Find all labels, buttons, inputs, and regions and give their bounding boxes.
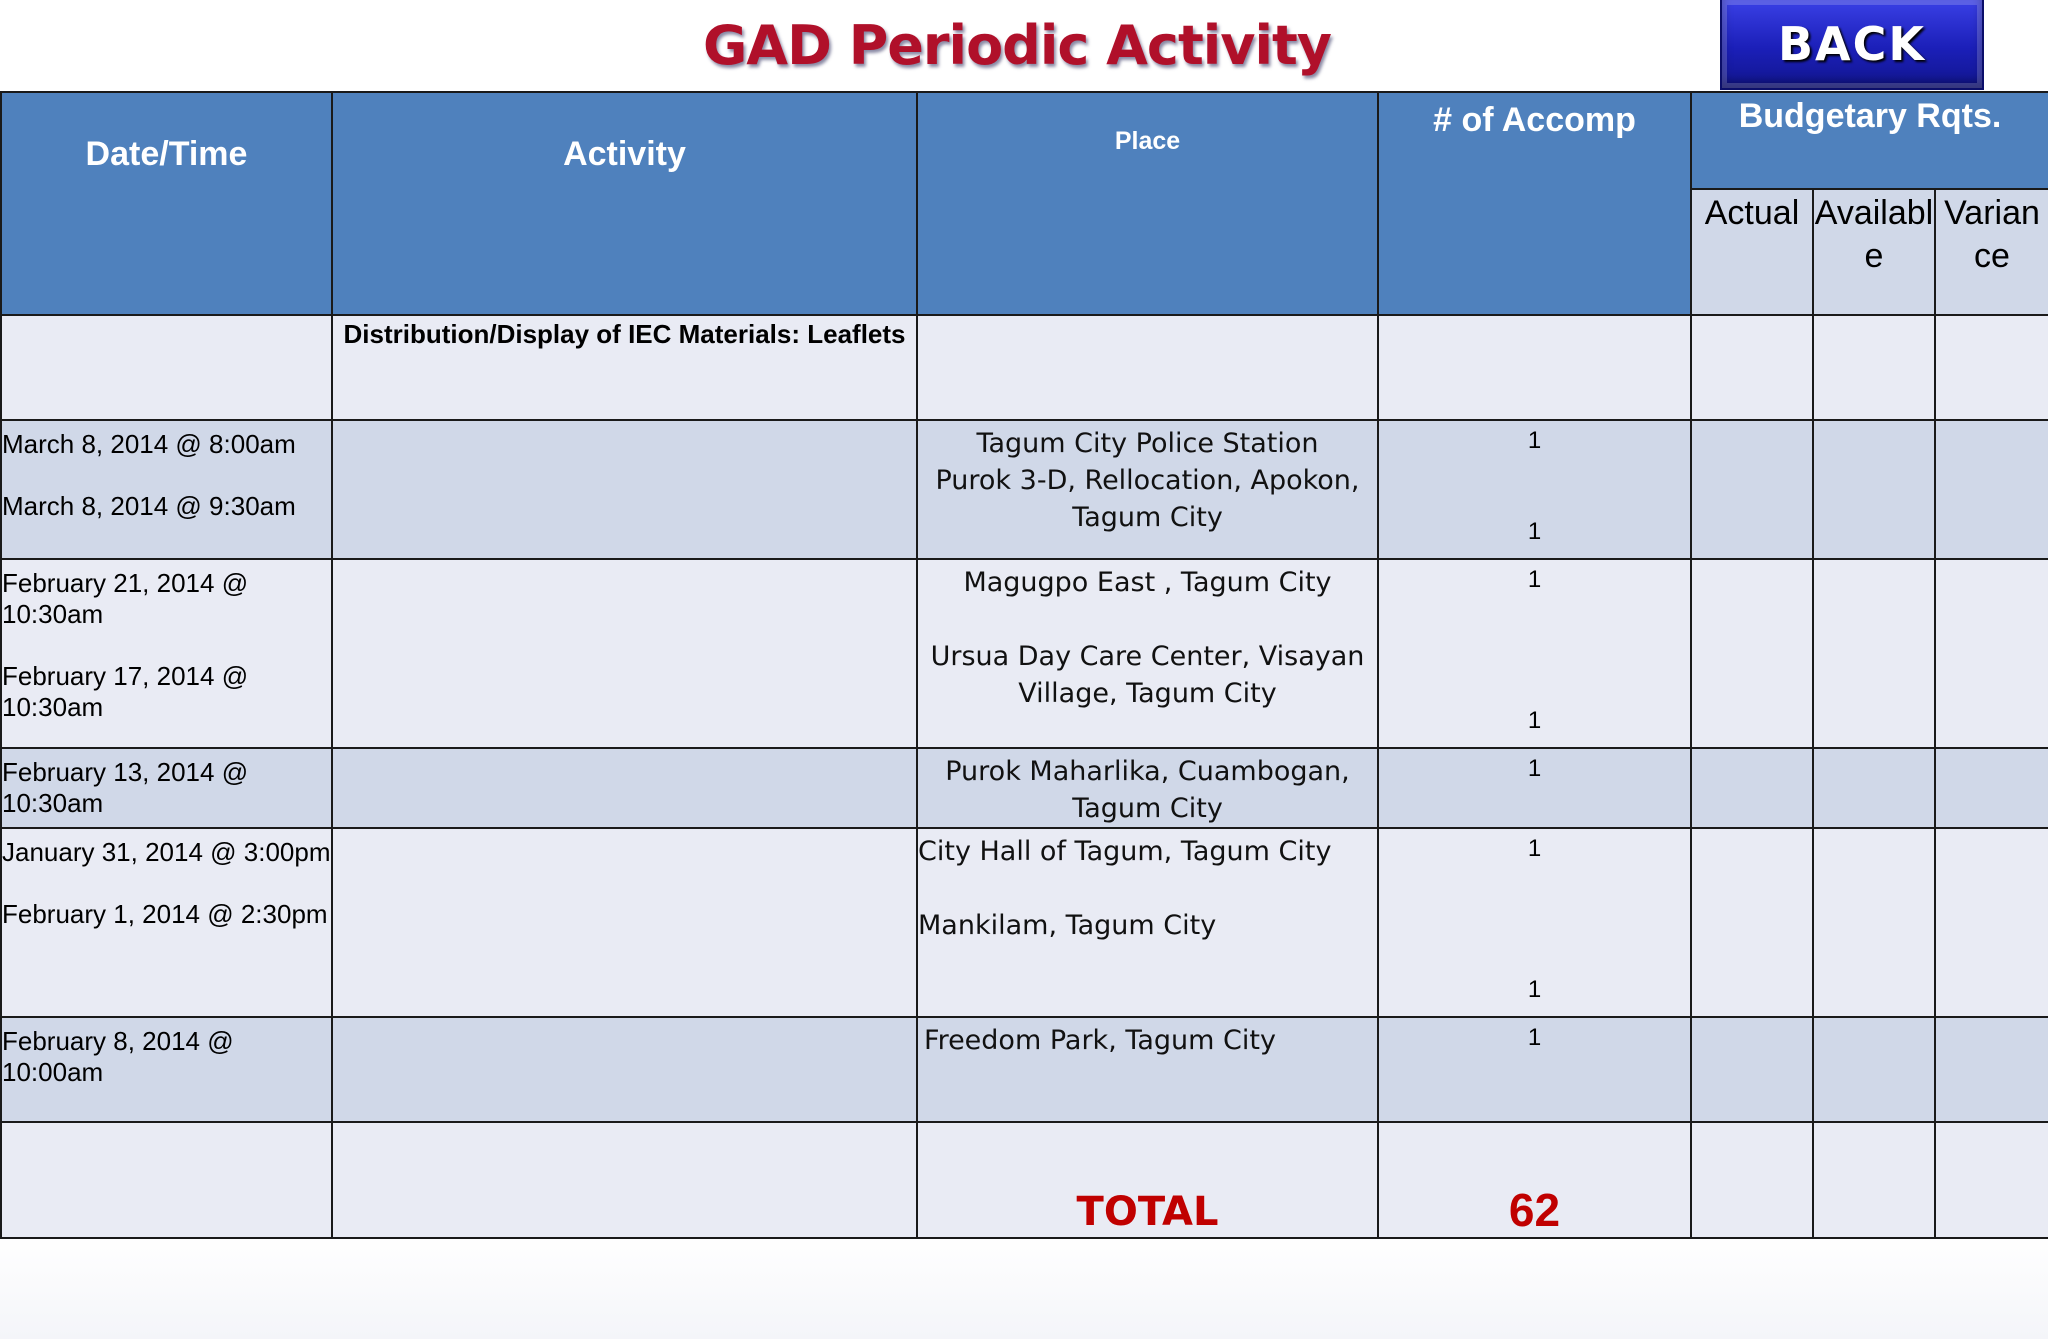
activity-title: Distribution/Display of IEC Materials: Leaflets [332,315,917,420]
header-activity: Activity [332,92,917,315]
table-row [1,559,2048,748]
accomp-cell [1378,420,1691,559]
variance-cell [1935,748,2048,828]
slide-background [0,1234,2048,1339]
accomp-value: 1 [1527,566,1542,593]
place-cell: Tagum City Police Station Purok 3-D, Rellocation, Apokon, Tagum City [917,420,1378,559]
accomp-cell [1378,559,1691,748]
subheader-variance: Varian ce [1935,189,2048,315]
subheader-actual: Actual [1691,189,1813,315]
place-cell: Magugpo East , Tagum City Ursua Day Care Center, Visayan Village, Tagum City [917,559,1378,748]
header-budgetary: Budgetary Rqts. [1691,92,2048,189]
variance-cell [1935,420,2048,559]
available-cell [1813,420,1935,559]
date-cell: January 31, 2014 @ 3:00pm February 1, 2014 @ 2:30pm [1,828,332,1017]
total-row [1,1122,2048,1238]
variance-cell [1935,1017,2048,1122]
accomp-value: 1 [1527,427,1542,454]
activity-cell [332,1122,917,1238]
place-cell: Purok Maharlika, Cuambogan, Tagum City [917,748,1378,828]
header-place: Place [917,92,1378,315]
accomp-cell [1378,828,1691,1017]
accomp-value: 1 [1527,755,1542,782]
available-cell [1813,1122,1935,1238]
accomp-value: 1 [1527,518,1542,545]
header-accomp: # of Accomp [1378,92,1691,315]
activity-table [0,91,2048,1239]
activity-cell [332,828,917,1017]
available-cell [1813,315,1935,420]
variance-cell [1935,828,2048,1017]
accomp-cell [1378,1017,1691,1122]
actual-cell [1691,1017,1813,1122]
date-cell [1,1122,332,1238]
available-cell [1813,828,1935,1017]
back-button[interactable]: BACK [1720,0,1984,90]
accomp-cell [1378,315,1691,420]
total-label: TOTAL [917,1122,1378,1238]
actual-cell [1691,315,1813,420]
available-cell [1813,1017,1935,1122]
variance-cell [1935,559,2048,748]
place-cell: City Hall of Tagum, Tagum City Mankilam, Tagum City [917,828,1378,1017]
activity-cell [332,420,917,559]
table-row [1,420,2048,559]
activity-cell [332,559,917,748]
date-cell: February 21, 2014 @ 10:30am February 17, 2014 @ 10:30am [1,559,332,748]
variance-cell [1935,1122,2048,1238]
activity-cell [332,1017,917,1122]
accomp-cell [1378,748,1691,828]
accomp-value: 1 [1527,707,1542,734]
table-row [1,315,2048,420]
place-cell: Freedom Park, Tagum City [917,1017,1378,1122]
subheader-available: Availabl e [1813,189,1935,315]
date-cell: February 8, 2014 @ 10:00am [1,1017,332,1122]
header-date-time: Date/Time [1,92,332,315]
actual-cell [1691,559,1813,748]
total-value: 62 [1378,1122,1691,1238]
actual-cell [1691,748,1813,828]
date-cell: March 8, 2014 @ 8:00am March 8, 2014 @ 9:30am [1,420,332,559]
date-cell [1,315,332,420]
actual-cell [1691,828,1813,1017]
variance-cell [1935,315,2048,420]
place-cell [917,315,1378,420]
actual-cell [1691,420,1813,559]
table-row [1,1017,2048,1122]
table-row [1,748,2048,828]
accomp-value: 1 [1527,976,1542,1003]
available-cell [1813,559,1935,748]
date-cell: February 13, 2014 @ 10:30am [1,748,332,828]
accomp-value: 1 [1527,1024,1542,1051]
accomp-value: 1 [1527,835,1542,862]
available-cell [1813,748,1935,828]
activity-cell [332,748,917,828]
actual-cell [1691,1122,1813,1238]
table-row [1,828,2048,1017]
page-title: GAD Periodic Activity [702,14,1331,77]
